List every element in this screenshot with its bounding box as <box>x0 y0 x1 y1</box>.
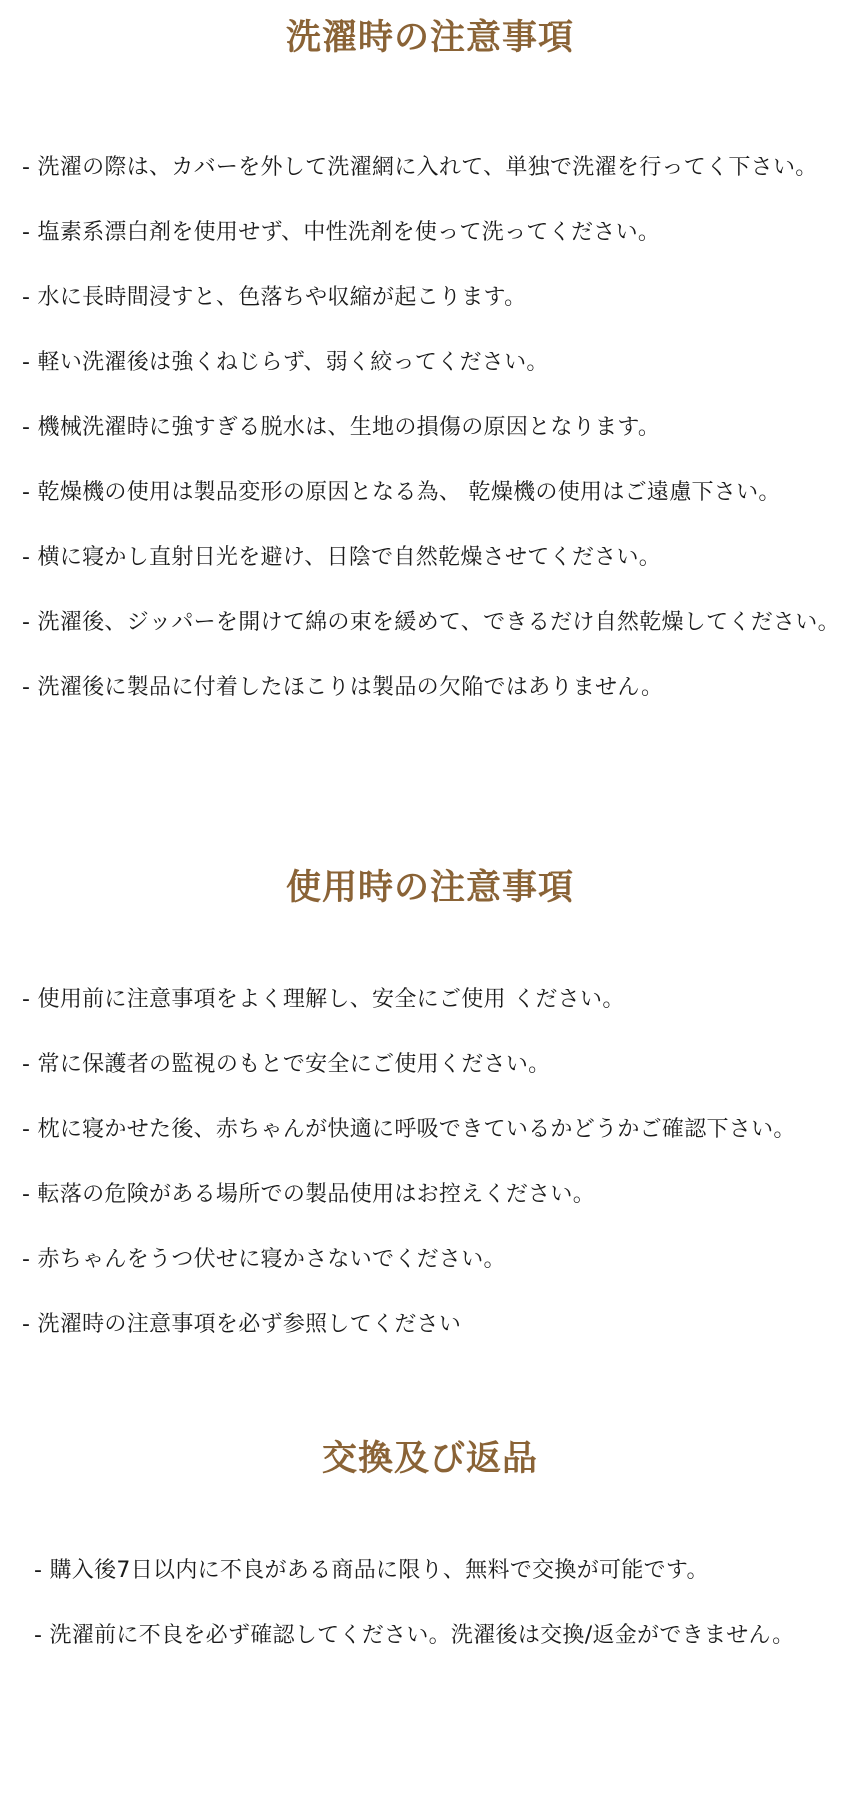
washing-item-2: - 塩素系漂白剤を使用せず、中性洗剤を使って洗ってください。 <box>22 220 661 245</box>
washing-item-1: - 洗濯の際は、カバーを外して洗濯網に入れて、単独で洗濯を行ってく下さい。 <box>22 155 818 180</box>
exchange-section-title: 交換及び返品 <box>321 1439 538 1479</box>
washing-item-9: - 洗濯後に製品に付着したほこりは製品の欠陥ではありません。 <box>22 675 664 700</box>
washing-item-4: - 軽い洗濯後は強くねじらず、弱く絞ってください。 <box>22 350 549 375</box>
usage-item-2: - 常に保護者の監視のもとで安全にご使用ください。 <box>22 1052 551 1077</box>
usage-item-5: - 赤ちゃんをうつ伏せに寝かさないでください。 <box>22 1247 506 1272</box>
washing-item-8: - 洗濯後、ジッパーを開けて綿の束を緩めて、できるだけ自然乾燥してください。 <box>22 610 840 635</box>
usage-item-1: - 使用前に注意事項をよく理解し、安全にご使用 ください。 <box>22 987 625 1012</box>
exchange-item-2: - 洗濯前に不良を必ず確認してください。洗濯後は交換/返金ができません。 <box>34 1623 795 1648</box>
exchange-item-1: - 購入後7日以内に不良がある商品に限り、無料で交換が可能です。 <box>34 1558 709 1583</box>
washing-section-title: 洗濯時の注意事項 <box>285 18 574 58</box>
usage-section-title: 使用時の注意事項 <box>285 868 574 908</box>
washing-item-6: - 乾燥機の使用は製品変形の原因となる為、 乾燥機の使用はご遠慮下さい。 <box>22 480 781 505</box>
washing-item-5: - 機械洗濯時に強すぎる脱水は、生地の損傷の原因となります。 <box>22 415 661 440</box>
usage-item-4: - 転落の危険がある場所での製品使用はお控えください。 <box>22 1182 596 1207</box>
washing-item-3: - 水に長時間浸すと、色落ちや収縮が起こります。 <box>22 285 527 310</box>
washing-item-7: - 横に寝かし直射日光を避け、日陰で自然乾燥させてください。 <box>22 545 662 570</box>
usage-item-6: - 洗濯時の注意事項を必ず参照してください <box>22 1312 462 1337</box>
usage-item-3: - 枕に寝かせた後、赤ちゃんが快適に呼吸できているかどうかご確認下さい。 <box>22 1117 796 1142</box>
